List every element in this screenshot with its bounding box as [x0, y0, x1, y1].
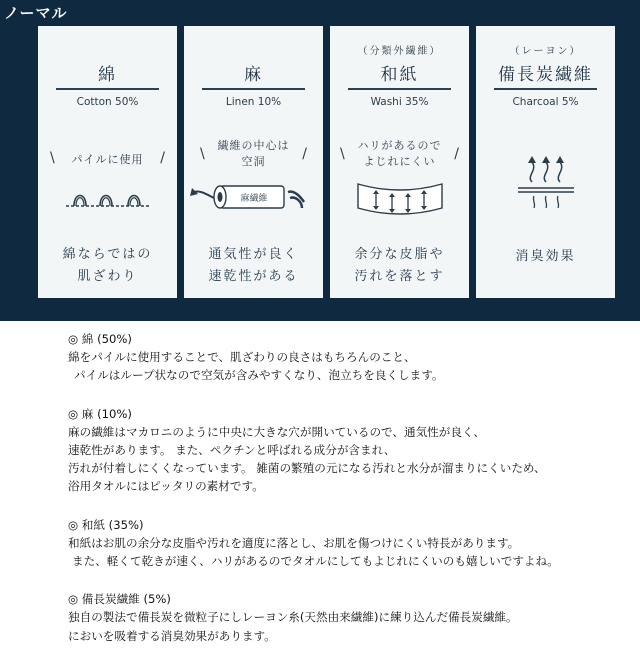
odor-absorb-icon — [476, 150, 615, 214]
effect-line: 汚れを落とす — [354, 269, 445, 284]
description-linen — [68, 405, 628, 496]
note-line: ハリがあるので — [357, 139, 442, 152]
card-note — [184, 138, 323, 170]
effect-line: 消臭効果 — [515, 249, 576, 264]
description-heading: ◎ 備長炭繊維 (5%) — [68, 592, 171, 607]
card-subtitle: （レーヨン） — [509, 46, 582, 57]
page-title: ノーマル — [4, 4, 68, 22]
card-effect — [38, 244, 177, 288]
card-linen — [184, 26, 323, 298]
card-washi — [330, 26, 469, 298]
effect-line: 通気性が良く — [208, 247, 299, 262]
effect-line: 余分な皮脂や — [354, 247, 445, 262]
description-line: また、軽くて乾きが速く、ハリがあるのでタオルにしてもよじれにくいのも嬉しいですよね。 — [72, 554, 559, 569]
divider — [348, 88, 451, 90]
description-heading: ◎ 綿 (50%) — [68, 332, 132, 346]
card-note — [38, 152, 177, 168]
description-charcoal — [68, 590, 628, 645]
slash-left: \ — [50, 150, 55, 166]
note-line: 空洞 — [241, 155, 266, 168]
card-name: 備長炭繊維 — [498, 65, 593, 85]
card-note — [330, 138, 469, 170]
effect-line: 綿ならではの — [62, 247, 153, 262]
material-description — [68, 330, 628, 665]
card-effect — [476, 246, 615, 268]
material-banner — [0, 0, 640, 321]
card-cotton — [38, 26, 177, 298]
card-effect — [184, 244, 323, 288]
divider — [202, 88, 305, 90]
card-percent: Cotton 50% — [76, 96, 139, 108]
slash-right: / — [160, 150, 165, 166]
card-percent: Charcoal 5% — [512, 96, 579, 108]
card-percent: Linen 10% — [225, 96, 282, 108]
divider — [494, 88, 597, 90]
divider — [56, 88, 159, 90]
note-line: パイルに使用 — [71, 153, 144, 166]
fiber-label: 麻繊維 — [240, 194, 268, 204]
effect-line: 速乾性がある — [208, 269, 299, 284]
description-line: 汚れが付着しにくくなっています。 雑菌の繁殖の元になる汚れと水分が溜まりにくいため、 — [68, 461, 546, 476]
description-cotton — [68, 330, 628, 385]
description-line: 和紙はお肌の余分な皮脂や汚れを適度に落とし、お肌を傷つけにくい特長があります。 — [68, 535, 520, 550]
description-line: においを吸着する消臭効果があります。 — [68, 628, 276, 643]
slash-right: / — [454, 146, 459, 162]
card-name: 綿 — [98, 65, 117, 85]
description-heading: ◎ 麻 (10%) — [68, 406, 132, 421]
description-line: 浴用タオルにはピッタリの素材です。 — [68, 479, 264, 494]
card-subtitle: （分類外繊維） — [357, 46, 442, 57]
hollow-fiber-icon — [184, 176, 323, 216]
description-line: 綿をパイルに使用することで、肌ざわりの良さはもちろんのこと、 — [68, 350, 416, 365]
effect-line: 肌ざわり — [77, 269, 138, 284]
slash-left: \ — [340, 146, 345, 162]
description-line: 速乾性があります。 また、ペクチンと呼ばれる成分が含まれ、 — [68, 443, 396, 458]
card-name: 麻 — [244, 65, 263, 85]
description-line: パイルはループ状なので空気が含みやすくなり、泡立ちを良くします。 — [74, 368, 444, 383]
slash-right: / — [302, 146, 307, 162]
description-line: 独自の製法で備長炭を微粒子にしレーヨン糸(天然由来繊維)に練り込んだ備長炭繊維。 — [68, 610, 518, 625]
note-line: 繊維の中心は — [217, 139, 290, 152]
description-heading: ◎ 和紙 (35%) — [68, 517, 144, 532]
description-line: 麻の繊維はマカロニのように中央に大きな穴が開いているので、通気性が良く、 — [68, 424, 485, 439]
pile-loops-icon — [38, 184, 177, 214]
card-charcoal — [476, 26, 615, 298]
card-effect — [330, 244, 469, 288]
slash-left: \ — [200, 146, 205, 162]
card-percent: Washi 35% — [370, 96, 429, 108]
card-name: 和紙 — [380, 65, 419, 85]
note-line: よじれにくい — [363, 155, 436, 168]
description-washi — [68, 516, 628, 571]
curved-paper-icon — [330, 178, 469, 222]
